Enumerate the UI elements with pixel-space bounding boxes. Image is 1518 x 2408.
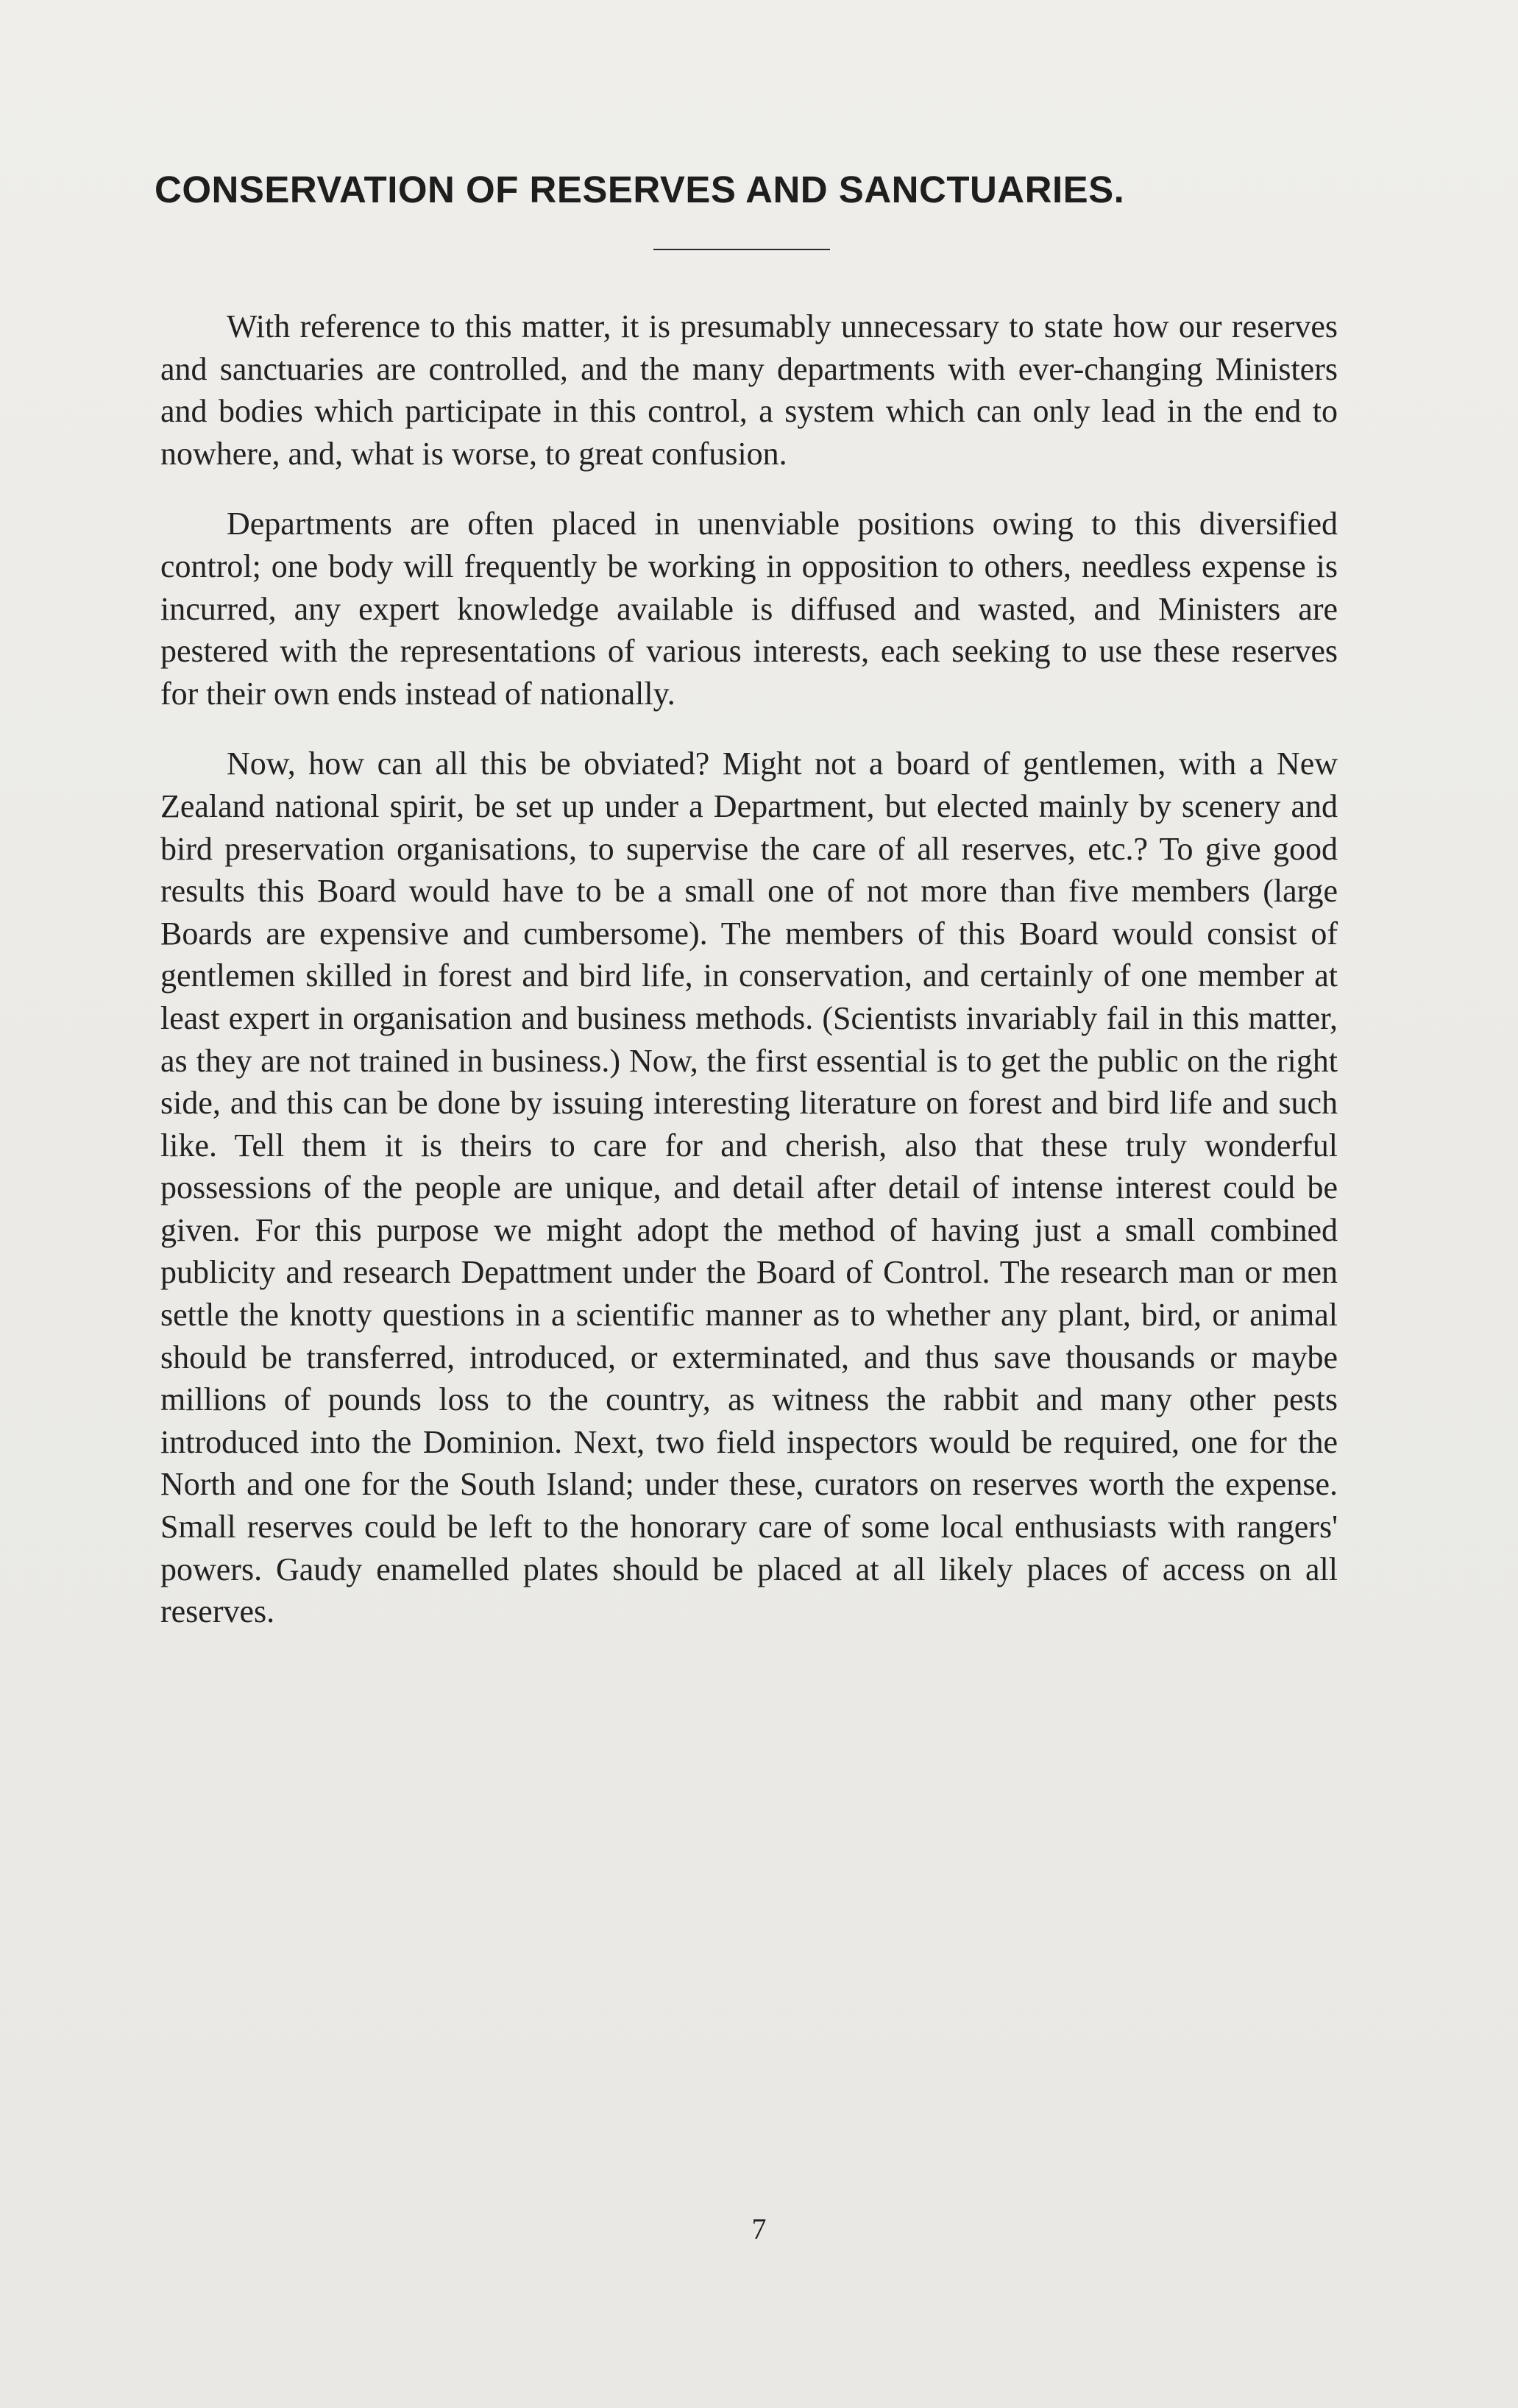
article-body	[160, 305, 1338, 1661]
paragraph-3: Now, how can all this be obviated? Might not a board of gentlemen, with a New Zealand national spirit, be set up under a Department, but elected mainly by scenery and bird preservation organisations, to supervise the care of all reserves, etc.? To give good results this Board would have to be a small one of not more than five members (large Boards are expensive and cumbersome). The members of this Board would consist of gentlemen skilled in forest and bird life, in conservation, and certainly of one member at least expert in organisation and business methods. (Scientists invariably fail in this matter, as they are not trained in business.) Now, the first essential is to get the public on the right side, and this can be done by issuing interesting literature on forest and bird life and such like. Tell them it is theirs to care for and cherish, also that these truly wonderful possessions of the people are unique, and detail after detail of intense interest could be given. For this purpose we might adopt the method of having just a small combined publicity and research Depattment under the Board of Control. The research man or men settle the knotty questions in a scientific manner as to whether any plant, bird, or animal should be transferred, introduced, or exterminated, and thus save thousands or maybe millions of pounds loss to the country, as witness the rabbit and many other pests introduced into the Dominion. Next, two field inspectors would be required, one for the North and one for the South Island; under these, curators on reserves worth the expense. Small reserves could be left to the honorary care of some local enthusiasts with rangers' powers. Gaudy enamelled plates should be placed at all likely places of access on all reserves.	[160, 746, 1338, 1630]
page-title: CONSERVATION OF RESERVES AND SANCTUARIES.	[155, 169, 1125, 210]
title-divider	[653, 249, 830, 250]
paragraph-1: With reference to this matter, it is presumably unnecessary to state how our reserves and sanctuaries are controlled, and the many departments with ever-changing Ministers and bodies which participate in this control, a system which can only lead in the end to nowhere, and, what is worse, to great confusion.	[160, 308, 1338, 472]
paragraph-2: Departments are often placed in unenviable positions owing to this diversified control; one body will frequently be working in opposition to others, needless expense is incurred, any expert knowledge available is diffused and wasted, and Ministers are pestered with the representations of various interests, each seeking to use these reserves for their own ends instead of nationally.	[160, 506, 1338, 712]
page-number: 7	[751, 2212, 767, 2245]
